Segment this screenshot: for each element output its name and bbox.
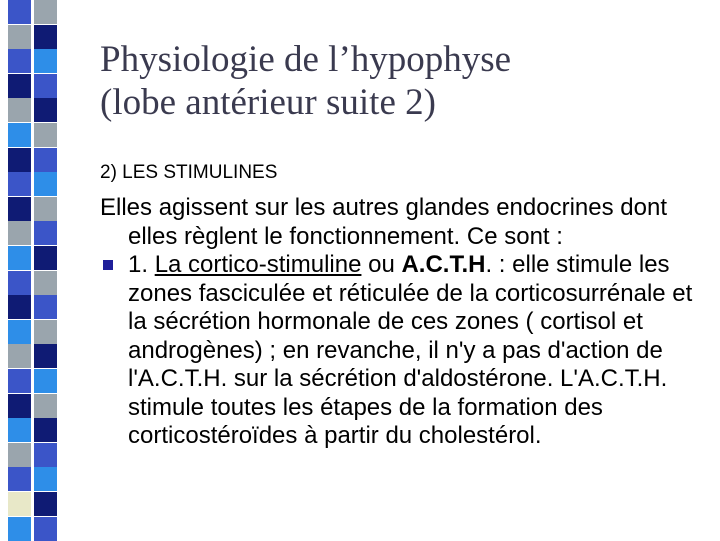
bullet-term: La cortico-stimuline xyxy=(154,251,362,278)
decorative-square xyxy=(34,492,57,516)
decorative-square xyxy=(8,271,31,295)
decorative-square xyxy=(34,123,57,147)
decorative-square xyxy=(8,418,31,442)
decorative-square xyxy=(8,172,31,196)
decorative-square xyxy=(8,98,31,122)
decorative-square xyxy=(34,221,57,245)
decorative-square xyxy=(34,320,57,344)
decorative-square xyxy=(8,394,31,418)
decorative-square xyxy=(8,320,31,344)
decorative-square xyxy=(34,246,57,270)
bullet-item xyxy=(100,251,710,451)
decorative-square xyxy=(34,344,57,368)
slide-body xyxy=(100,194,710,451)
decorative-square xyxy=(34,369,57,393)
decorative-square xyxy=(8,197,31,221)
decorative-square xyxy=(8,74,31,98)
decorative-square-stripe xyxy=(0,0,70,540)
decorative-square xyxy=(34,49,57,73)
bullet-abbreviation: A.C.T.H xyxy=(401,251,486,278)
decorative-square xyxy=(8,492,31,516)
decorative-square xyxy=(34,197,57,221)
slide-title xyxy=(100,38,700,124)
decorative-square xyxy=(34,98,57,122)
intro-paragraph: Elles agissent sur les autres glandes endocrines dont elles règlent le fonctionnement. Ce sont : xyxy=(100,194,667,250)
decorative-square xyxy=(8,148,31,172)
decorative-square xyxy=(8,369,31,393)
decorative-square xyxy=(34,295,57,319)
decorative-square xyxy=(8,25,31,49)
bullet-text: . : elle stimule les zones fasciculée et réticulée de la corticosurrénale et la sécrétion hormonale de ces zones ( cortisol et androgènes) ; en revanche, il n'y a pas d'action de l'A.C.T.H. sur la sécrétion d'aldostérone. L'A.C.T.H. stimule toutes les étapes de la formation des corticostéroïdes à partir du cholestérol. xyxy=(128,251,693,449)
decorative-square xyxy=(34,172,57,196)
decorative-square xyxy=(34,25,57,49)
decorative-square xyxy=(8,0,31,24)
bullet-square-icon xyxy=(103,260,113,270)
decorative-square xyxy=(8,517,31,541)
decorative-square xyxy=(34,148,57,172)
decorative-square xyxy=(8,123,31,147)
decorative-square xyxy=(8,246,31,270)
decorative-square xyxy=(8,467,31,491)
title-line-2: (lobe antérieur suite 2) xyxy=(100,82,436,123)
decorative-square xyxy=(34,74,57,98)
decorative-square xyxy=(8,221,31,245)
decorative-square xyxy=(8,49,31,73)
decorative-square xyxy=(34,0,57,24)
decorative-square xyxy=(8,295,31,319)
title-line-1: Physiologie de l’hypophyse xyxy=(100,39,512,80)
decorative-square xyxy=(34,443,57,467)
decorative-square xyxy=(8,344,31,368)
decorative-square xyxy=(34,517,57,541)
decorative-square xyxy=(34,467,57,491)
decorative-square xyxy=(34,271,57,295)
bullet-prefix: 1. xyxy=(128,251,155,278)
section-subheading: 2) LES STIMULINES xyxy=(100,162,278,183)
decorative-square xyxy=(34,394,57,418)
bullet-connector: ou xyxy=(361,251,402,278)
decorative-square xyxy=(8,443,31,467)
decorative-square xyxy=(34,418,57,442)
